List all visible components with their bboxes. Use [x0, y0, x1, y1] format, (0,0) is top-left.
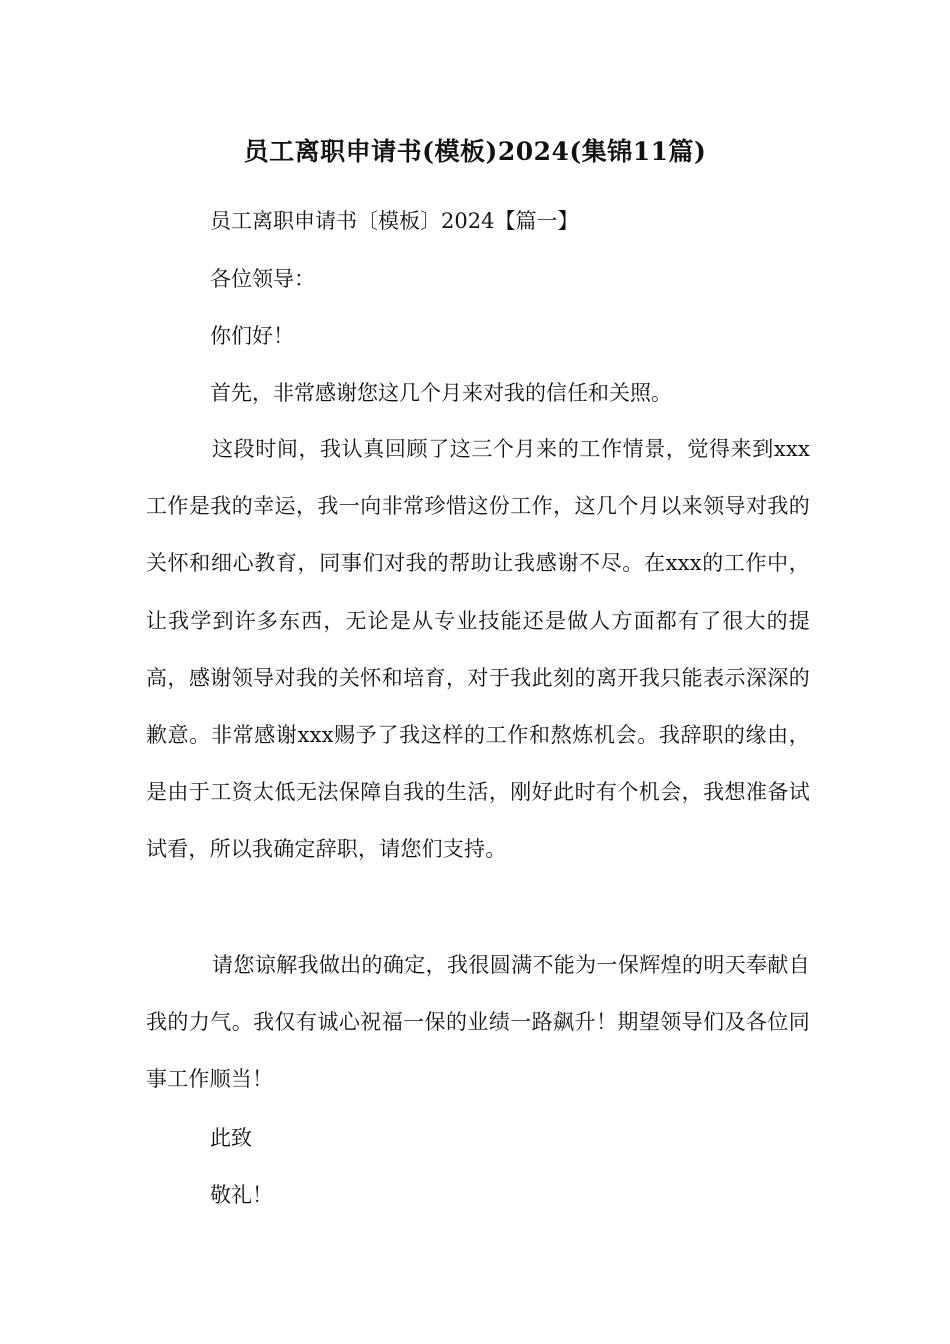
salutation: 各位领导：	[210, 267, 315, 291]
opening-paragraph: 首先，非常感谢您这几个月来对我的信任和关照。	[210, 381, 672, 405]
body-paragraph-closing: 请您谅解我做出的确定，我很圆满不能为一保辉煌的明天奉献自我的力气。我仅有诚心祝福一保的业绩一路飙升！期望领导们及各位同事工作顺当！	[146, 953, 810, 1092]
greeting: 你们好！	[210, 324, 294, 348]
document-title: 员工离职申请书(模板)2024(集锦11篇)	[243, 137, 707, 166]
closing-line-2: 敬礼！	[210, 1183, 273, 1207]
closing-line-1: 此致	[210, 1126, 252, 1150]
section-heading: 员工离职申请书〔模板〕2024【篇一】	[210, 209, 579, 233]
body-paragraph-main: 这段时间，我认真回顾了这三个月来的工作情景，觉得来到xxx工作是我的幸运，我一向非常珍惜这份工作，这几个月以来领导对我的关怀和细心教育，同事们对我的帮助让我感谢不尽。在xxx的工作中，让我学到许多东西，无论是从专业技能还是做人方面都有了很大的提高，感谢领导对我的关怀和培育，对于我此刻的离开我只能表示深深的歉意。非常感谢xxx赐予了我这样的工作和熬炼机会。我辞职的缘由，是由于工资太低无法保障自我的生活，刚好此时有个机会，我想准备试试看，所以我确定辞职，请您们支持。	[146, 437, 810, 862]
